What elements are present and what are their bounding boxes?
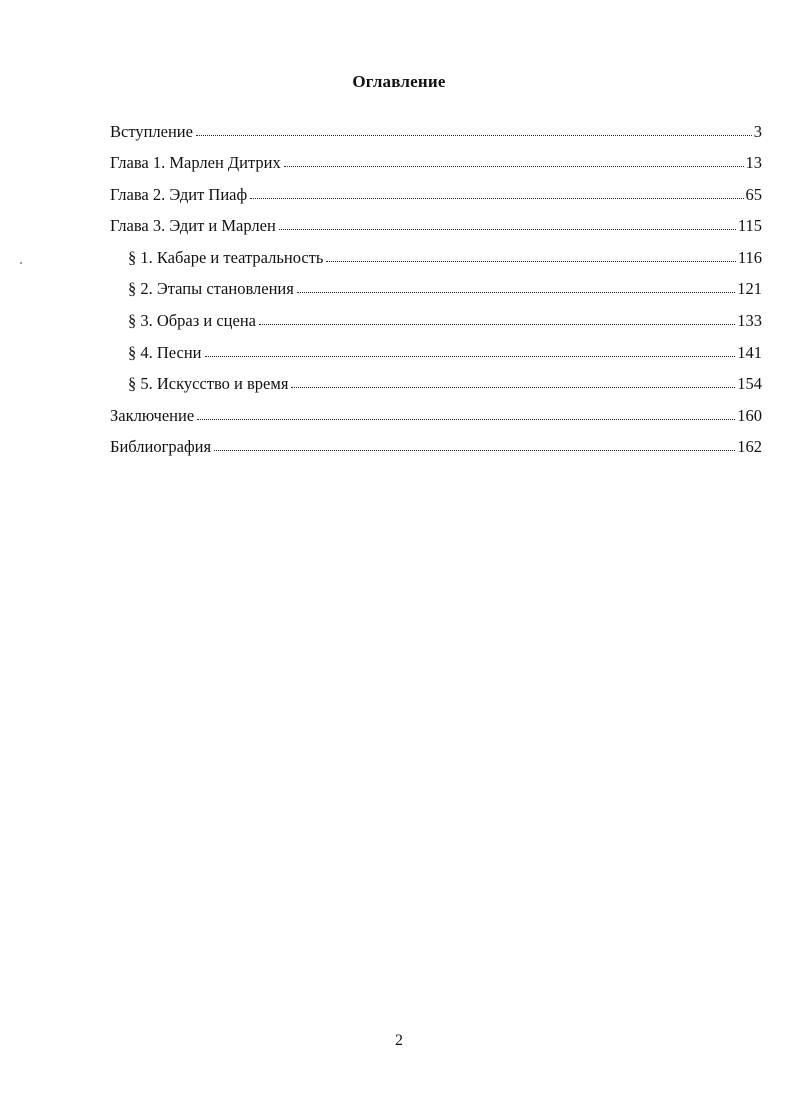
toc-entry-label: § 3. Образ и сцена (128, 311, 256, 331)
toc-entry-page-number: 121 (737, 279, 762, 299)
toc-entry-label: § 1. Кабаре и театральность (128, 247, 324, 267)
dot-leader (259, 310, 735, 327)
toc-subsection-entry (110, 341, 762, 373)
toc-subsection-entry (110, 373, 762, 405)
toc-entry-page-number: 3 (753, 121, 762, 141)
dot-leader (214, 436, 735, 453)
dot-leader (279, 215, 736, 232)
dot-leader (205, 341, 736, 358)
page-title: Оглавление (352, 72, 446, 91)
dot-leader (284, 152, 744, 169)
toc-entry-label: Глава 1. Марлен Дитрих (110, 153, 281, 173)
scan-speck (20, 262, 22, 264)
dot-leader (197, 404, 735, 421)
toc-entry-page-number: 65 (745, 184, 762, 204)
toc-entry-page-number: 13 (745, 153, 762, 173)
toc-entry-label: § 2. Этапы становления (128, 279, 294, 299)
toc-entry-page-number: 116 (737, 247, 762, 267)
toc-entry-label: Библиография (110, 437, 212, 457)
dot-leader (326, 246, 735, 263)
toc-entry-page-number: 141 (737, 342, 762, 362)
dot-leader (250, 183, 743, 200)
dot-leader (297, 278, 735, 295)
toc-entry-label: Вступление (110, 121, 193, 141)
toc-entry-page-number: 162 (737, 437, 762, 457)
toc-entry (110, 183, 762, 215)
toc-entry-label: Глава 3. Эдит и Марлен (110, 216, 276, 236)
toc-entry (110, 404, 762, 436)
toc-entry-page-number: 115 (737, 216, 762, 236)
toc-entry-label: § 4. Песни (128, 342, 202, 362)
toc-entry (110, 120, 762, 152)
toc-entry-page-number: 154 (737, 374, 762, 394)
toc-subsection-entry (110, 246, 762, 278)
toc-subsection-entry (110, 310, 762, 342)
table-of-contents (110, 120, 762, 468)
toc-entry (110, 152, 762, 184)
toc-entry-page-number: 133 (737, 311, 762, 331)
toc-subsection-entry (110, 278, 762, 310)
dot-leader (196, 120, 752, 137)
toc-entry-label: § 5. Искусство и время (128, 374, 289, 394)
dot-leader (291, 373, 735, 390)
toc-entry-label: Заключение (110, 405, 195, 425)
page-number: 2 (395, 1032, 403, 1049)
toc-entry-label: Глава 2. Эдит Пиаф (110, 184, 248, 204)
toc-entry (110, 436, 762, 468)
toc-entry (110, 215, 762, 247)
toc-entry-page-number: 160 (737, 405, 762, 425)
